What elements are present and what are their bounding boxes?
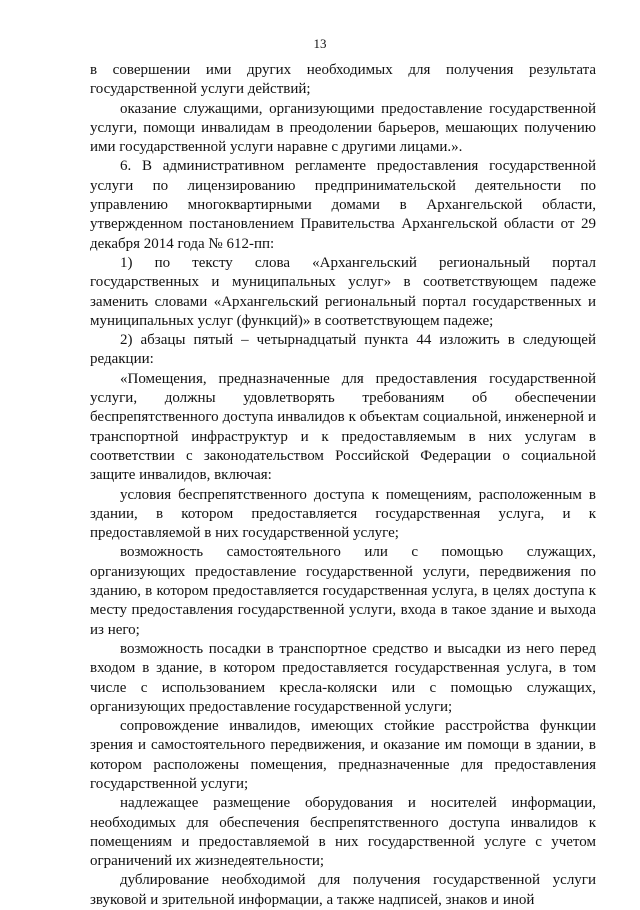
paragraph: сопровождение инвалидов, имеющих стойкие расстройства функции зрения и самостоятельного передвижения, и оказание им помощи в здании, в котором расположены помещения, предназначенные для предоставления государственной услуги; [90, 718, 596, 792]
paragraph-quoted-text: «Помещения, предназначенные для предоставления государственной услуги, должны удовлетворять требованиям об обеспечении беспрепятственного доступа инвалидов к объектам социальной, инженерной и транспортной инфраструктур и к предоставляемым в них услугам в соответствии с законодательством Российской Федерации о социальной защите инвалидов, включая: [90, 370, 596, 484]
paragraph-continuation: в совершении ими других необходимых для получения результата государственной услуги действий; [90, 62, 596, 98]
paragraph: условия беспрепятственного доступа к помещениям, расположенным в здании, в котором предоставляется государственная услуга, и к предоставляемой в них государственной услуге; [90, 486, 596, 542]
paragraph: дублирование необходимой для получения государственной услуги звуковой и зрительной информации, а также надписей, знаков и иной [90, 872, 596, 908]
document-body [90, 61, 596, 910]
paragraph-item-6: 6. В административном регламенте предоставления государственной услуги по лицензированию предпринимательской деятельности по управлению многоквартирными домами в Архангельской области, утвержденном постановлением Правительства Архангельской области от 29 декабря 2014 года № 612-пп: [90, 158, 596, 252]
paragraph-subitem-1: 1) по тексту слова «Архангельский региональный портал государственных и муниципальных услуг» в соответствующем падеже заменить словами «Архангельский региональный портал государственных и муниципальных услуг (функций)» в соответствующем падеже; [90, 254, 596, 329]
paragraph: возможность посадки в транспортное средство и высадки из него перед входом в здание, в котором предоставляется государственная услуга, в том числе с использованием кресла-коляски или с помощью служащих, организующих предоставление государственной услуги; [90, 640, 596, 715]
page-number: 13 [313, 36, 327, 51]
paragraph: возможность самостоятельного или с помощью служащих, организующих предоставление государственной услуги, передвижения по зданию, в котором предоставляется государственная услуга, в целях доступа к месту предоставления государственной услуги, входа в такое здание и выхода из него; [90, 544, 596, 638]
paragraph: надлежащее размещение оборудования и носителей информации, необходимых для обеспечения беспрепятственного доступа инвалидов к помещениям и предоставляемой в них государственной услуге с учетом ограничений их жизнедеятельности; [90, 795, 596, 870]
paragraph-subitem-2: 2) абзацы пятый – четырнадцатый пункта 44 изложить в следующей редакции: [90, 332, 596, 368]
paragraph: оказание служащими, организующими предоставление государственной услуги, помощи инвалидам в преодолении барьеров, мешающих получению ими государственной услуги наравне с другими лицами.». [90, 100, 596, 156]
